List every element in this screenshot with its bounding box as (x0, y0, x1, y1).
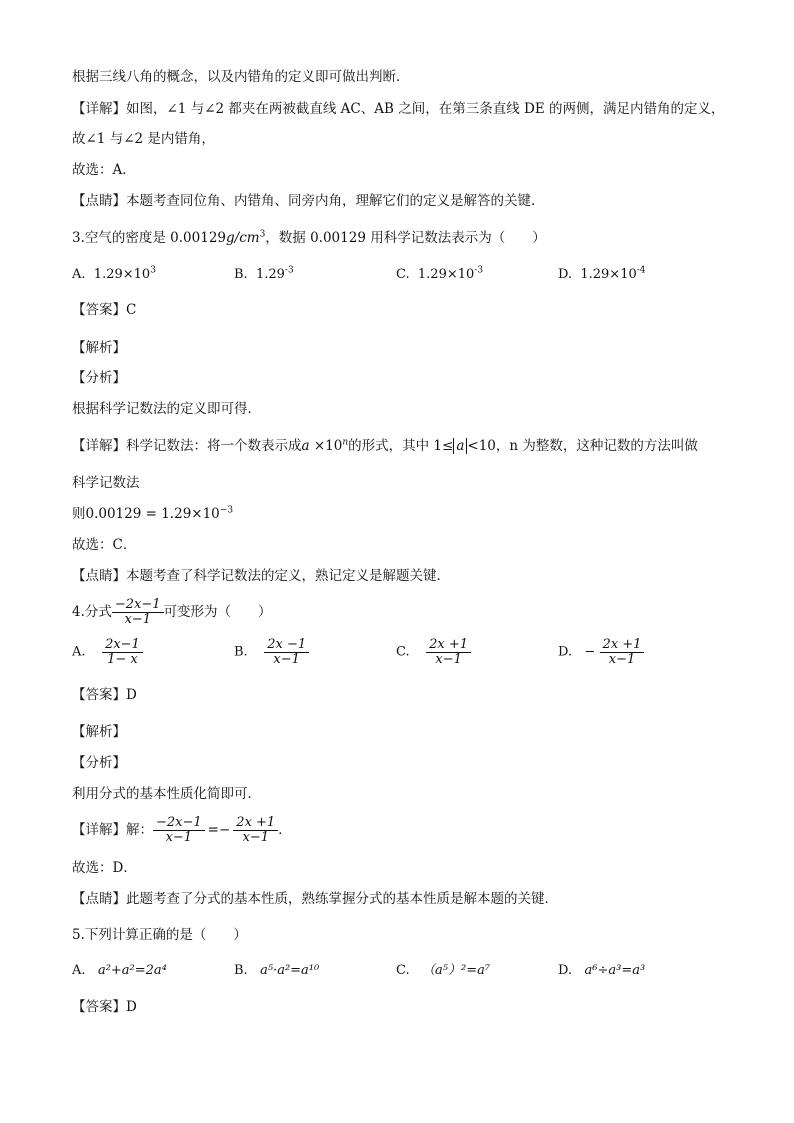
option-label: D. (558, 963, 573, 978)
stem-part: 3.空气的密度是 0.00129 (72, 230, 226, 246)
detail-part: ． (278, 822, 292, 838)
calc-part: 0.00129 = 1.29×10 (85, 506, 220, 522)
option-exponent: -3 (474, 265, 484, 276)
exponent-n: n (342, 437, 349, 448)
option-value: 1.29×10 (93, 267, 151, 282)
question-5-stem: 5.下列计算正确的是（ ） (72, 927, 247, 943)
stem-fraction (112, 598, 164, 627)
option-fraction (600, 638, 645, 667)
fraction-numerator: 2x −1 (264, 638, 309, 653)
option-b (234, 962, 319, 980)
fraction-numerator: 2x−1 (102, 638, 143, 653)
option-value: 1.29×10 (580, 267, 637, 282)
fraction-denominator: x−1 (124, 612, 151, 627)
detail-part: 【详解】解： (72, 822, 153, 838)
option-exponent: -3 (284, 265, 294, 276)
choice-text: 故选：D． (72, 860, 137, 876)
detail-conclusion: 故∠1 与∠2 是内错角， (72, 131, 215, 147)
density-unit: g/cm (226, 230, 260, 246)
minus-sign: − (584, 644, 596, 660)
answer-label: 【答案】C (72, 302, 137, 318)
option-label: B. (234, 267, 248, 282)
option-label: A. (72, 963, 86, 978)
option-value: 1.29 (255, 267, 285, 282)
option-label: D. (558, 644, 573, 660)
detail-fraction-left (153, 816, 205, 845)
fraction-denominator: x−1 (165, 830, 193, 845)
unit-exponent: 3 (259, 229, 266, 240)
calc-line (72, 505, 233, 523)
option-b (234, 266, 294, 284)
option-label: C. (396, 267, 410, 282)
option-d (558, 638, 644, 667)
dianjing-text: 【点睛】本题考查同位角、内错角、同旁内角，理解它们的定义是解答的关键． (72, 193, 545, 209)
calc-part: 则 (72, 506, 86, 522)
option-value: a⁶÷a³=a³ (584, 963, 646, 978)
option-label: C. (396, 963, 410, 978)
analysis-text: 根据三线八角的概念，以及内错角的定义即可做出判断． (72, 69, 410, 85)
option-label: C. (396, 644, 410, 660)
equals-minus: =− (207, 822, 231, 838)
detail-text: 【详解】科学记数法：将一个数表示成$a \times 10^n$的形式，其中 1≤ a <10，n 为整数，这种记数的方法叫做 (72, 437, 698, 454)
option-d (558, 266, 646, 284)
option-fraction (426, 638, 471, 667)
option-c (396, 266, 483, 284)
calc-exponent: −3 (219, 505, 234, 516)
detail-text-cont: 科学记数法 (72, 475, 140, 491)
fraction-denominator: 1− x (107, 652, 138, 667)
fraction-denominator: x−1 (242, 830, 269, 845)
option-value: （a⁵）²=a⁷ (422, 963, 491, 978)
answer-label: 【答案】D (72, 999, 137, 1015)
fraction-numerator: 2x +1 (600, 638, 645, 653)
formula-a-times-10n: a (301, 438, 310, 454)
choice-text: 故选：C． (72, 537, 137, 553)
detail-part: ，n 为整数，这种记数的方法叫做 (495, 438, 698, 454)
fenxi-label: 【分析】 (72, 370, 126, 386)
fraction-numerator: 2x +1 (426, 638, 471, 653)
option-label: B. (234, 963, 248, 978)
option-a (72, 266, 156, 284)
detail-fraction-right (233, 816, 278, 845)
abs-a: a (453, 438, 467, 454)
option-label: B. (234, 644, 248, 660)
analysis-text: 根据科学记数法的定义即可得． (72, 401, 261, 417)
option-label: D. (558, 267, 573, 282)
option-c (396, 962, 490, 980)
stem-part: ，数据 0.00129 用科学记数法表示为（ ） (265, 230, 546, 246)
jiexi-label: 【解析】 (72, 340, 126, 356)
fraction-numerator: −2x−1 (153, 816, 205, 831)
option-fraction (102, 638, 143, 667)
fraction-denominator: x−1 (608, 652, 636, 667)
detail-text: 【详解】如图，∠1 与∠2 都夹在两被截直线 AC、AB 之间，在第三条直线 DE 的两侧，满足内错角的定义， (72, 101, 725, 117)
option-fraction (264, 638, 309, 667)
stem-part: 可变形为（ ） (163, 604, 272, 620)
option-label: A. (72, 644, 86, 660)
option-value: a²+a²=2a⁴ (97, 963, 167, 978)
question-3-stem (72, 229, 546, 247)
option-value: 1.29×10 (417, 267, 475, 282)
option-exponent: -4 (636, 265, 646, 276)
analysis-text: 利用分式的基本性质化简即可． (72, 786, 261, 802)
option-a (72, 962, 167, 980)
question-4-stem (72, 596, 272, 628)
option-c (396, 638, 471, 667)
option-exponent: 3 (150, 265, 156, 276)
choice-text: 故选：A． (72, 162, 136, 178)
dianjing-text: 【点睛】此题考查了分式的基本性质，熟练掌握分式的基本性质是解本题的关键． (72, 891, 558, 907)
option-label: A. (72, 267, 86, 282)
dianjing-text: 【点睛】本题考查了科学记数法的定义，熟记定义是解题关键． (72, 568, 450, 584)
option-value: a⁵·a²=a¹⁰ (260, 963, 320, 978)
fenxi-label: 【分析】 (72, 755, 126, 771)
fraction-numerator: 2x +1 (233, 816, 278, 831)
answer-label: 【答案】D (72, 687, 137, 703)
detail-part: 【详解】科学记数法：将一个数表示成 (72, 438, 302, 454)
stem-part: 4.分式 (72, 604, 112, 620)
option-a (72, 638, 143, 667)
option-d (558, 962, 645, 980)
option-b (234, 638, 309, 667)
detail-text (72, 812, 292, 848)
fraction-denominator: x−1 (273, 652, 300, 667)
detail-part: 的形式，其中 (348, 438, 430, 454)
fraction-numerator: −2x−1 (112, 598, 164, 613)
fraction-denominator: x−1 (435, 652, 462, 667)
jiexi-label: 【解析】 (72, 724, 126, 740)
